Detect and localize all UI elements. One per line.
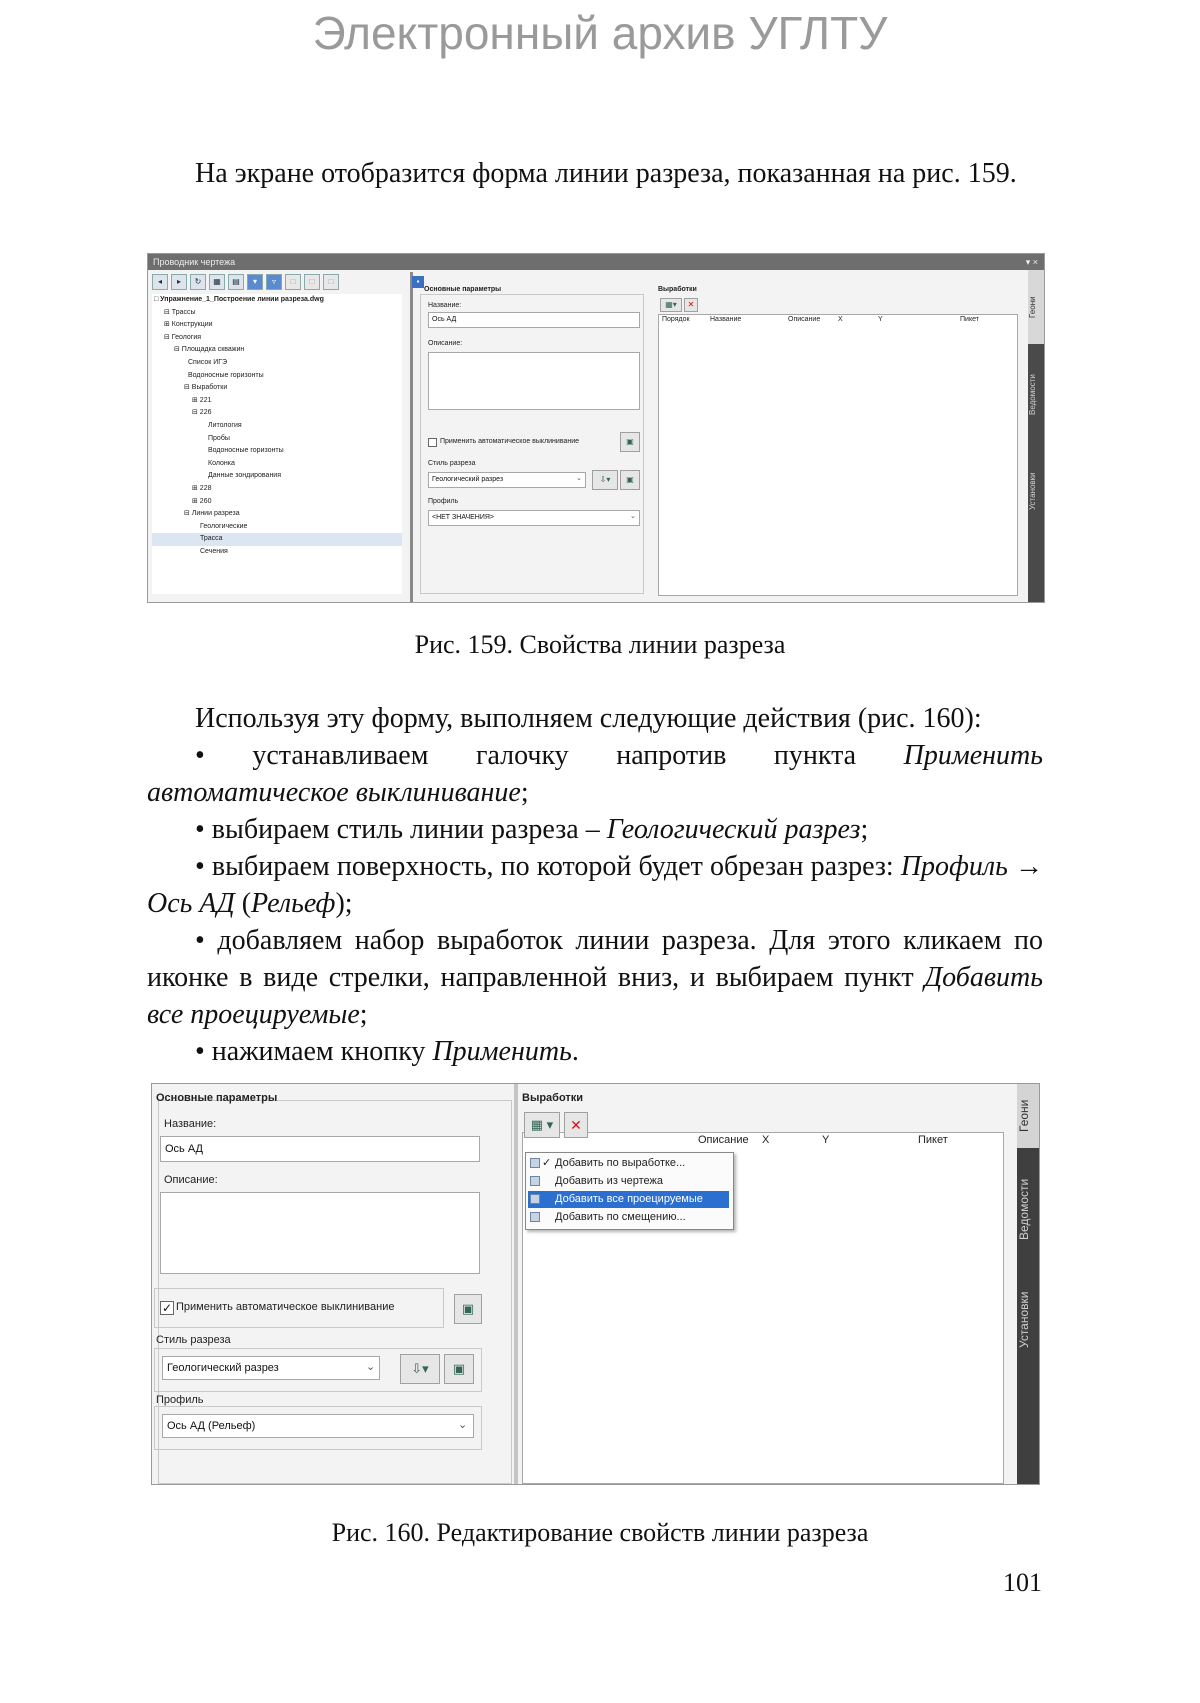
tree-item[interactable]: Список ИГЭ <box>188 358 228 366</box>
description-label: Описание: <box>164 1174 218 1186</box>
auto-wedge-label: Применить автоматическое выклинивание <box>176 1301 395 1313</box>
explorer-titlebar <box>148 254 1044 270</box>
style-select[interactable]: Геологический разрез <box>162 1356 380 1380</box>
page-number: 101 <box>1003 1568 1042 1597</box>
forward-icon[interactable]: ▸ <box>171 274 187 290</box>
column-header[interactable]: X <box>838 316 843 323</box>
offset-icon <box>530 1212 540 1222</box>
chevron-down-icon: ⌄ <box>576 475 582 482</box>
column-header[interactable]: Название <box>710 316 742 323</box>
menu-item-add-by-offset[interactable]: Добавить по смещению... <box>528 1209 729 1226</box>
tree-item[interactable]: ⊟ Линии разреза <box>184 510 240 518</box>
tree-item[interactable]: ⊞ 221 <box>192 396 212 404</box>
add-workings-button[interactable]: ▦ ▾ <box>524 1112 560 1138</box>
name-input[interactable]: Ось АД <box>160 1136 480 1162</box>
bullet-3: • выбираем поверхность, по которой будет обрезан разрез: Профиль → Ось АД (Рельеф); <box>147 851 1043 919</box>
panel-divider[interactable] <box>514 1084 518 1484</box>
drawing-tree <box>152 294 402 594</box>
auto-wedge-checkbox[interactable]: ✓ <box>161 1301 173 1315</box>
tree-item[interactable]: ⊞ 260 <box>192 497 212 505</box>
style-props-icon[interactable]: ▣ <box>620 470 640 490</box>
tree-item[interactable]: ⊟ Выработки <box>184 384 228 392</box>
style-label: Стиль разреза <box>428 460 476 467</box>
instructions-intro: Используя эту форму, выполняем следующие действия (рис. 160): <box>195 703 982 734</box>
description-textarea[interactable] <box>428 352 640 410</box>
back-icon[interactable]: ◂ <box>152 274 168 290</box>
name-label: Название: <box>428 302 462 309</box>
figure-160-caption: Рис. 160. Редактирование свойств линии разреза <box>331 1518 869 1547</box>
tree-item[interactable]: ⊟ 226 <box>192 409 212 417</box>
tree-item[interactable]: ⊞ Конструкции <box>164 321 213 329</box>
side-tab-label[interactable]: Геони <box>1017 1099 1031 1133</box>
auto-wedge-label: Применить автоматическое выклинивание <box>440 438 580 445</box>
menu-item-add-from-drawing[interactable]: Добавить из чертежа <box>528 1173 729 1190</box>
tree-item[interactable]: Водоносные горизонты <box>208 447 284 455</box>
tool-icon[interactable]: □ <box>285 274 301 290</box>
description-label: Описание: <box>428 340 463 347</box>
chevron-down-icon: ⌄ <box>366 1361 376 1373</box>
style-props-icon[interactable]: ▣ <box>444 1354 474 1384</box>
figure-159-screenshot <box>147 253 1045 603</box>
bullet-4: • добавляем набор выработок линии разреза. Для этого кликаем по иконке в виде стрелки, направленной вниз, и выбираем пункт Добавить все проецируемые; <box>147 925 1043 1030</box>
apply-icon[interactable]: ▣ <box>454 1294 482 1324</box>
name-label: Название: <box>164 1118 217 1130</box>
bullet-2: • выбираем стиль линии разреза – Геологический разрез; <box>195 814 869 845</box>
side-tabs <box>1028 270 1044 602</box>
style-select[interactable]: Геологический разрез <box>428 472 586 488</box>
panel-divider[interactable] <box>410 272 413 602</box>
grid-icon[interactable]: ▦ <box>209 274 225 290</box>
tree-item[interactable]: Колонка <box>208 459 235 467</box>
filter-alt-icon[interactable]: ▿ <box>266 274 282 290</box>
side-tab-label[interactable]: Геони <box>1028 296 1037 318</box>
side-tab-label[interactable]: Ведомости <box>1017 1178 1031 1240</box>
side-tabs <box>1017 1084 1039 1484</box>
tree-item[interactable]: ⊟ Трассы <box>164 308 196 316</box>
profile-label: Профиль <box>156 1394 204 1406</box>
profile-select[interactable]: Ось АД (Рельеф) <box>162 1414 474 1438</box>
chevron-down-icon: ⌄ <box>458 1419 468 1431</box>
check-icon: ✓ <box>542 1157 552 1169</box>
side-tab-label[interactable]: Установки <box>1028 472 1037 510</box>
properties-icon[interactable]: ▪ <box>412 276 424 288</box>
workings-table <box>658 314 1018 596</box>
delete-icon[interactable]: ✕ <box>564 1112 588 1138</box>
tree-item[interactable]: □ Упражнение_1_Построение линии разреза.dwg <box>154 296 324 303</box>
menu-item-add-by-working[interactable]: ✓ Добавить по выработке... <box>528 1155 729 1172</box>
side-tab-label[interactable]: Установки <box>1017 1291 1031 1349</box>
profile-label: Профиль <box>428 498 459 505</box>
bullet-5: • нажимаем кнопку Применить. <box>195 1036 579 1067</box>
column-header[interactable]: Y <box>822 1134 830 1146</box>
window-controls[interactable]: ▾ × <box>1025 257 1038 267</box>
column-header[interactable]: Y <box>878 316 883 323</box>
basic-params-heading: Основные параметры <box>156 1092 278 1104</box>
column-header[interactable]: X <box>762 1134 770 1146</box>
profile-select[interactable]: <НЕТ ЗНАЧЕНИЯ> <box>428 510 640 526</box>
tree-item[interactable]: ⊞ 228 <box>192 484 212 492</box>
delete-icon[interactable]: ✕ <box>684 298 698 312</box>
apply-icon[interactable]: ▣ <box>620 432 640 452</box>
explorer-title: Проводник чертежа <box>153 257 236 267</box>
drawing-icon <box>530 1176 540 1186</box>
column-header[interactable]: Порядок <box>662 316 690 323</box>
tool-icon-3[interactable]: □ <box>323 274 339 290</box>
tree-item[interactable]: Геологические <box>200 522 248 530</box>
watermark: Электронный архив УГЛТУ <box>312 7 888 59</box>
tool-icon-2[interactable]: □ <box>304 274 320 290</box>
workings-heading: Выработки <box>658 286 697 293</box>
tree-item[interactable]: Данные зондирования <box>208 472 282 480</box>
refresh-icon[interactable]: ↻ <box>190 274 206 290</box>
column-header[interactable]: Пикет <box>960 316 979 323</box>
explorer-toolbar <box>152 274 339 290</box>
column-header[interactable]: Описание <box>788 316 821 323</box>
style-label: Стиль разреза <box>156 1334 231 1346</box>
projected-icon <box>530 1194 540 1204</box>
name-input[interactable]: Ось АД <box>428 312 640 328</box>
side-tab-label[interactable]: Ведомости <box>1028 374 1037 416</box>
tree-item[interactable]: Литология <box>208 421 242 429</box>
column-header[interactable]: Пикет <box>918 1134 948 1146</box>
style-edit-button[interactable]: ⇩▾ <box>400 1354 440 1384</box>
style-edit-button[interactable]: ⇩▾ <box>592 470 618 490</box>
column-header[interactable]: Описание <box>698 1134 749 1146</box>
menu-item-add-all-projected[interactable]: Добавить все проецируемые <box>528 1191 729 1208</box>
tree-item[interactable]: Сечения <box>200 547 228 555</box>
tree-item[interactable]: Водоносные горизонты <box>188 371 264 379</box>
add-workings-button[interactable]: ▦▾ <box>660 298 682 312</box>
basic-params-heading: Основные параметры <box>424 286 502 293</box>
working-icon <box>530 1158 540 1168</box>
layers-icon[interactable]: ▤ <box>228 274 244 290</box>
filter-icon[interactable]: ▾ <box>247 274 263 290</box>
chevron-down-icon: ⌄ <box>630 513 636 520</box>
tree-item[interactable]: ⊟ Площадка скважин <box>174 346 245 354</box>
add-workings-menu <box>525 1152 734 1230</box>
auto-wedge-checkbox[interactable] <box>428 438 437 447</box>
tree-item-selected[interactable]: Трасса <box>152 533 402 546</box>
figure-160-screenshot <box>151 1083 1040 1485</box>
tree-item[interactable]: Пробы <box>208 434 230 442</box>
intro-paragraph: На экране отобразится форма линии разреза, показанная на рис. 159. <box>195 158 1017 189</box>
tree-item[interactable]: ⊟ Геология <box>164 333 202 341</box>
description-textarea[interactable] <box>160 1192 480 1274</box>
bullet-1: • устанавливаем галочку напротив пункта Применить автоматическое выклинивание; <box>147 740 1043 808</box>
figure-159-caption: Рис. 159. Свойства линии разреза <box>414 630 786 659</box>
workings-heading: Выработки <box>522 1092 584 1104</box>
